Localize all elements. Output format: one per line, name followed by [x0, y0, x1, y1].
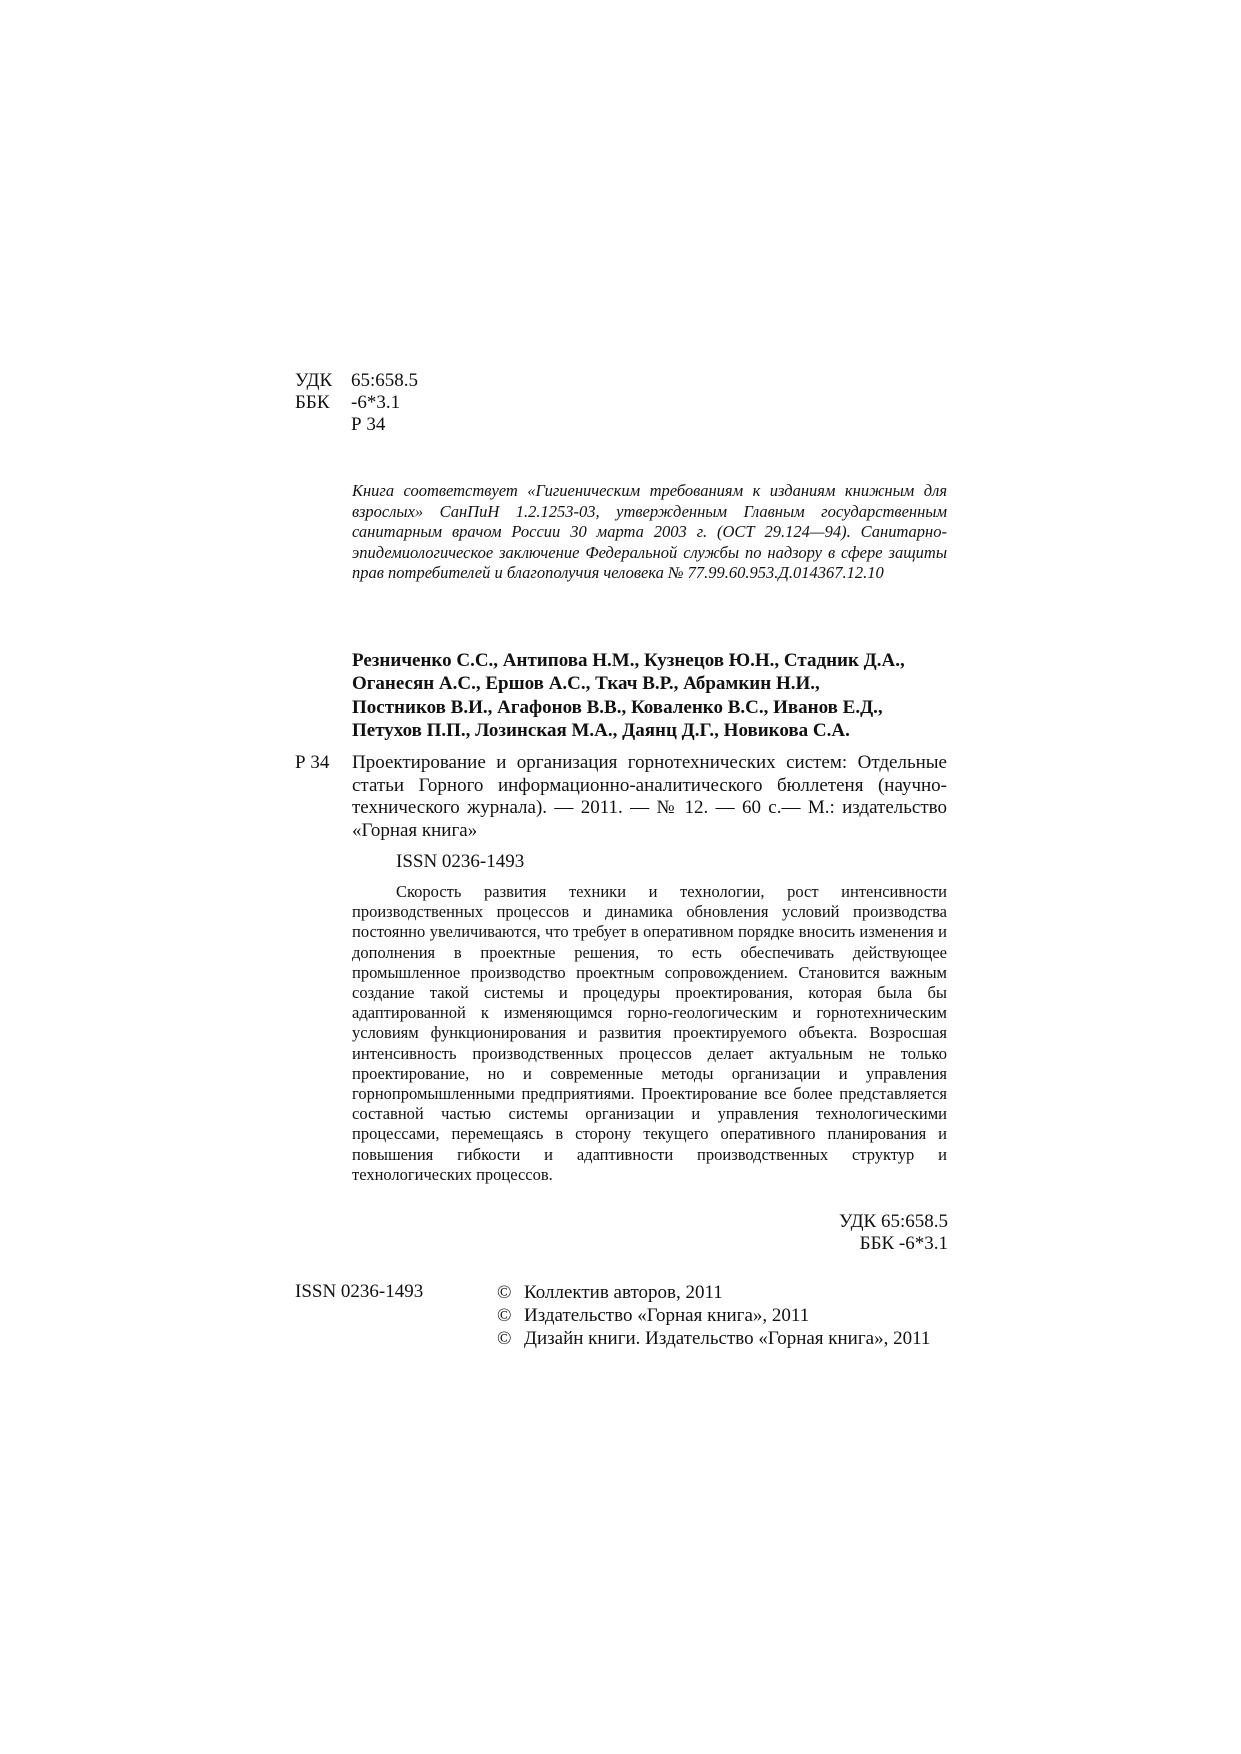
author-mark: Р 34 [351, 414, 386, 435]
authors-line: Резниченко С.С., Антипова Н.М., Кузнецов Ю.Н., Стадник Д.А., [352, 650, 905, 671]
copyright-list [497, 1281, 957, 1350]
authors-list [352, 649, 952, 742]
copyright-text: Коллектив авторов, 2011 [524, 1282, 723, 1303]
udk-value: 65:658.5 [351, 370, 419, 391]
copyright-item [497, 1327, 957, 1350]
issn-line: ISSN 0236-1493 [396, 851, 525, 872]
abstract: Скорость развития техники и технологии, рост интенсивности производственных процессов и динамика обновления условий производства постоянно увеличиваются, что требует в оперативном порядке вносить изменения и дополнения в проектные решения, то есть обеспечивать действующее промышленное производство проектным сопровождением. Становится важным создание такой системы и процедуры проектирования, которая была бы адаптированной к изменяющимся горно-геологическим и горнотехническим условиям функционирования и развития проектируемого объекта. Возросшая интенсивность производственных процессов делает актуальным не только проектирование, но и современные методы организации и управления горнопромышленными предприятиями. Проектирование все более представляется составной частью системы организации и управления технологическими процессами, перемещаясь в сторону текущего оперативного планирования и повышения гибкости и адаптивности производственных структур и технологических процессов. [352, 882, 947, 1184]
authors-line: Постников В.И., Агафонов В.В., Коваленко В.С., Иванов Е.Д., [352, 696, 883, 718]
authors-line: Петухов П.П., Лозинская М.А., Даянц Д.Г., Новикова С.А. [352, 719, 850, 741]
hygiene-note: Книга соответствует «Гигиеническим требованиям к изданиям книжным для взрослых» СанПиН 1.2.1253-03, утвержденным Главным государственным санитарным врачом России 30 марта 2003 г. (ОСТ 29.124—94). Санитарно-эпидемиологическое заключение Федеральной службы по надзору в сфере защиты прав потребителей и благополучия человека № 77.99.60.953.Д.014367.12.10 [352, 481, 947, 583]
copyright-icon: © [497, 1305, 512, 1326]
copyright-item [497, 1281, 957, 1304]
bbk-label: ББК [295, 392, 330, 413]
udk-label: УДК [295, 370, 333, 391]
copyright-text: Издательство «Горная книга», 2011 [524, 1305, 810, 1326]
bbk-bottom: ББК -6*3.1 [859, 1233, 948, 1254]
authors-line: Оганесян А.С., Ершов А.С., Ткач В.Р., Абрамкин Н.И., [352, 673, 820, 695]
udk-bottom: УДК 65:658.5 [839, 1211, 948, 1232]
copyright-item [497, 1304, 957, 1327]
entry-code: Р 34 [295, 752, 330, 773]
title-description: Проектирование и организация горнотехнических систем: Отдельные статьи Горного информационно-аналитического бюллетеня (научно-технического журнала). — 2011. — № 12. — 60 с.— М.: издательство «Горная книга» [352, 752, 947, 842]
classification-block [295, 370, 418, 436]
index-bottom [839, 1211, 948, 1255]
copyright-icon: © [497, 1282, 512, 1303]
copyright-text: Дизайн книги. Издательство «Горная книга», 2011 [524, 1328, 931, 1349]
issn-bottom: ISSN 0236-1493 [295, 1281, 424, 1302]
bbk-value: -6*3.1 [351, 392, 401, 413]
copyright-icon: © [497, 1328, 512, 1349]
